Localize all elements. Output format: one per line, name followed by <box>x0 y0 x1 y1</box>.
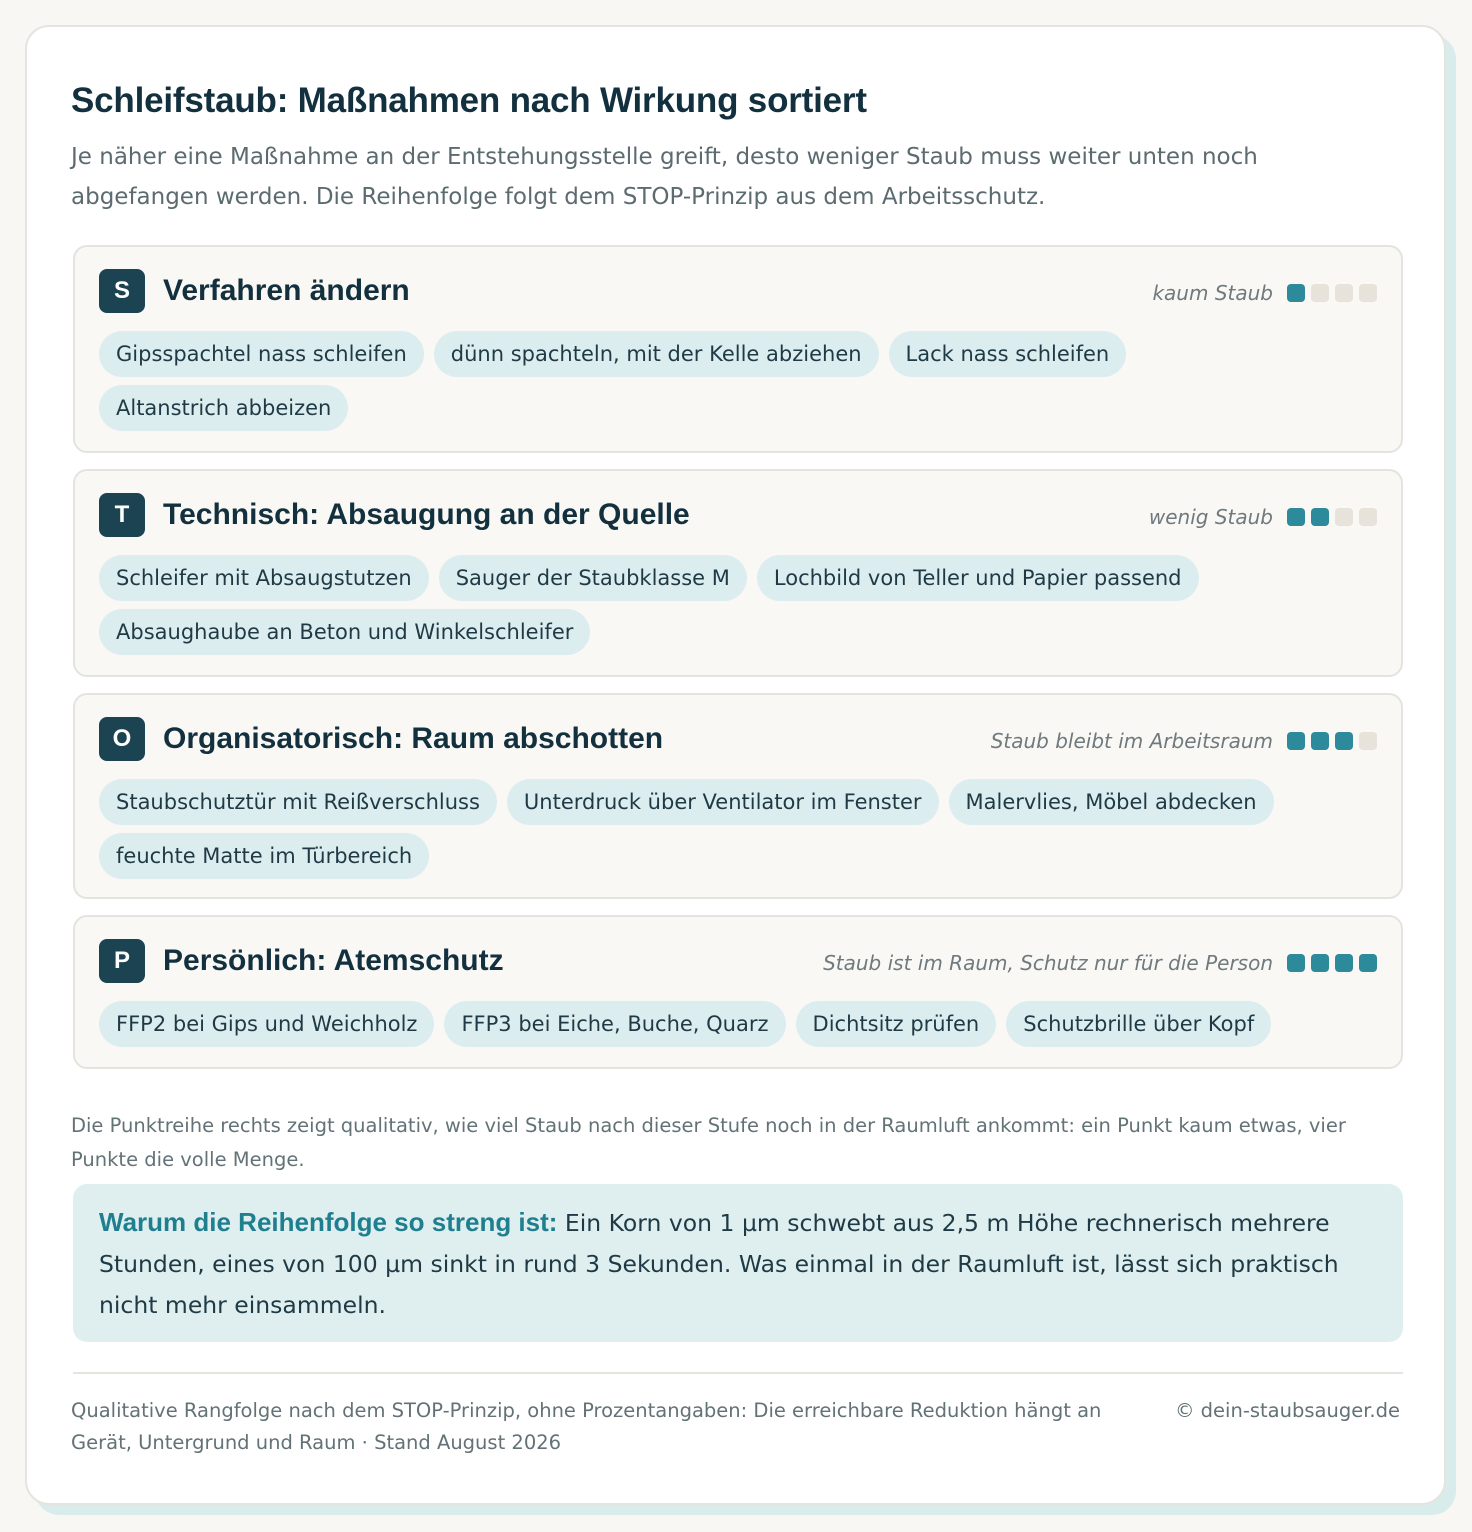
dust-level-dots <box>1287 284 1377 302</box>
measure-chips <box>99 779 1379 879</box>
dust-dot-empty <box>1359 732 1377 750</box>
dust-rating <box>1152 281 1377 305</box>
dust-rating <box>823 951 1377 975</box>
step-badge: O <box>99 717 145 761</box>
dust-dot-filled <box>1311 954 1329 972</box>
measure-chip: Schutzbrille über Kopf <box>1006 1001 1271 1047</box>
dust-rating <box>1149 505 1377 529</box>
measure-chips <box>99 1001 1379 1047</box>
dust-dot-filled <box>1335 954 1353 972</box>
dust-dot-empty <box>1359 508 1377 526</box>
step-card-s <box>73 245 1403 453</box>
dust-dot-filled <box>1359 954 1377 972</box>
measure-chip: Sauger der Staubklasse M <box>439 555 747 601</box>
callout-box <box>73 1184 1403 1342</box>
dust-rating-label: wenig Staub <box>1148 505 1273 529</box>
step-title: Verfahren ändern <box>163 274 410 307</box>
dust-level-dots <box>1287 954 1377 972</box>
dust-dot-empty <box>1311 284 1329 302</box>
footer-divider <box>73 1372 1403 1374</box>
dust-dot-empty <box>1359 284 1377 302</box>
measure-chip: Malervlies, Möbel abdecken <box>949 779 1274 825</box>
measure-chip: Lack nass schleifen <box>889 331 1127 377</box>
measure-chip: Gipsspachtel nass schleifen <box>99 331 424 377</box>
measure-chip: FFP2 bei Gips und Weichholz <box>99 1001 434 1047</box>
step-title: Technisch: Absaugung an der Quelle <box>163 498 690 531</box>
dust-level-dots <box>1287 732 1377 750</box>
dust-level-dots <box>1287 508 1377 526</box>
measure-chip: feuchte Matte im Türbereich <box>99 833 429 879</box>
callout-lead: Warum die Reihenfolge so streng ist: <box>99 1207 558 1237</box>
measure-chips <box>99 331 1379 431</box>
measure-chip: Unterdruck über Ventilator im Fenster <box>507 779 939 825</box>
copyright: © dein-staubsauger.de <box>1174 1399 1400 1422</box>
measure-chip: Staubschutztür mit Reißverschluss <box>99 779 497 825</box>
dust-dot-filled <box>1287 508 1305 526</box>
step-title: Organisatorisch: Raum abschotten <box>163 722 664 755</box>
dust-dot-filled <box>1311 732 1329 750</box>
dust-dot-filled <box>1287 284 1305 302</box>
step-badge: P <box>99 939 145 983</box>
step-title: Persönlich: Atemschutz <box>163 944 504 977</box>
dust-rating-label: kaum Staub <box>1152 281 1273 305</box>
measure-chips <box>99 555 1379 655</box>
dust-rating-label: Staub bleibt im Arbeitsraum <box>990 729 1273 753</box>
dust-dot-filled <box>1287 732 1305 750</box>
page-title: Schleifstaub: Maßnahmen nach Wirkung sortiert <box>71 81 867 120</box>
step-badge: S <box>99 269 145 313</box>
measure-chip: Schleifer mit Absaugstutzen <box>99 555 429 601</box>
dust-dot-filled <box>1287 954 1305 972</box>
measure-chip: Lochbild von Teller und Papier passend <box>757 555 1199 601</box>
callout-text: Ein Korn von 1 µm schwebt aus 2,5 m Höhe rechnerisch mehrere Stunden, eines von 100 µm sinkt in rund 3 Sekunden. Was einmal in der Raumluft ist, lässt sich praktisch nicht mehr einsammeln. <box>99 1209 1339 1319</box>
dust-dot-filled <box>1311 508 1329 526</box>
dust-rating-label: Staub ist im Raum, Schutz nur für die Person <box>823 951 1273 975</box>
measure-chip: Absaughaube an Beton und Winkelschleifer <box>99 609 590 655</box>
measure-chip: dünn spachteln, mit der Kelle abziehen <box>434 331 879 377</box>
infographic-card <box>25 25 1446 1505</box>
measure-chip: Dichtsitz prüfen <box>796 1001 997 1047</box>
step-card-t <box>73 469 1403 677</box>
footer-note: Qualitative Rangfolge nach dem STOP-Prinzip, ohne Prozentangaben: Die erreichbare Reduktion hängt an Gerät, Untergrund und Raum · Stand August 2026 <box>71 1399 1102 1454</box>
measure-chip: FFP3 bei Eiche, Buche, Quarz <box>444 1001 785 1047</box>
dust-dot-filled <box>1335 732 1353 750</box>
step-badge: T <box>99 493 145 537</box>
dust-rating <box>991 729 1377 753</box>
dust-dot-empty <box>1335 508 1353 526</box>
legend-note: Die Punktreihe rechts zeigt qualitativ, wie viel Staub nach dieser Stufe noch in der Raumluft ankommt: ein Punkt kaum etwas, vier Punkte die volle Menge. <box>71 1114 1346 1171</box>
step-card-o <box>73 693 1403 899</box>
dust-dot-empty <box>1335 284 1353 302</box>
step-card-p <box>73 915 1403 1069</box>
measure-chip: Altanstrich abbeizen <box>99 385 348 431</box>
page-subtitle: Je näher eine Maßnahme an der Entstehungsstelle greift, desto weniger Staub muss weiter unten noch abgefangen werden. Die Reihenfolge folgt dem STOP-Prinzip aus dem Arbeitsschutz. <box>71 144 1258 210</box>
